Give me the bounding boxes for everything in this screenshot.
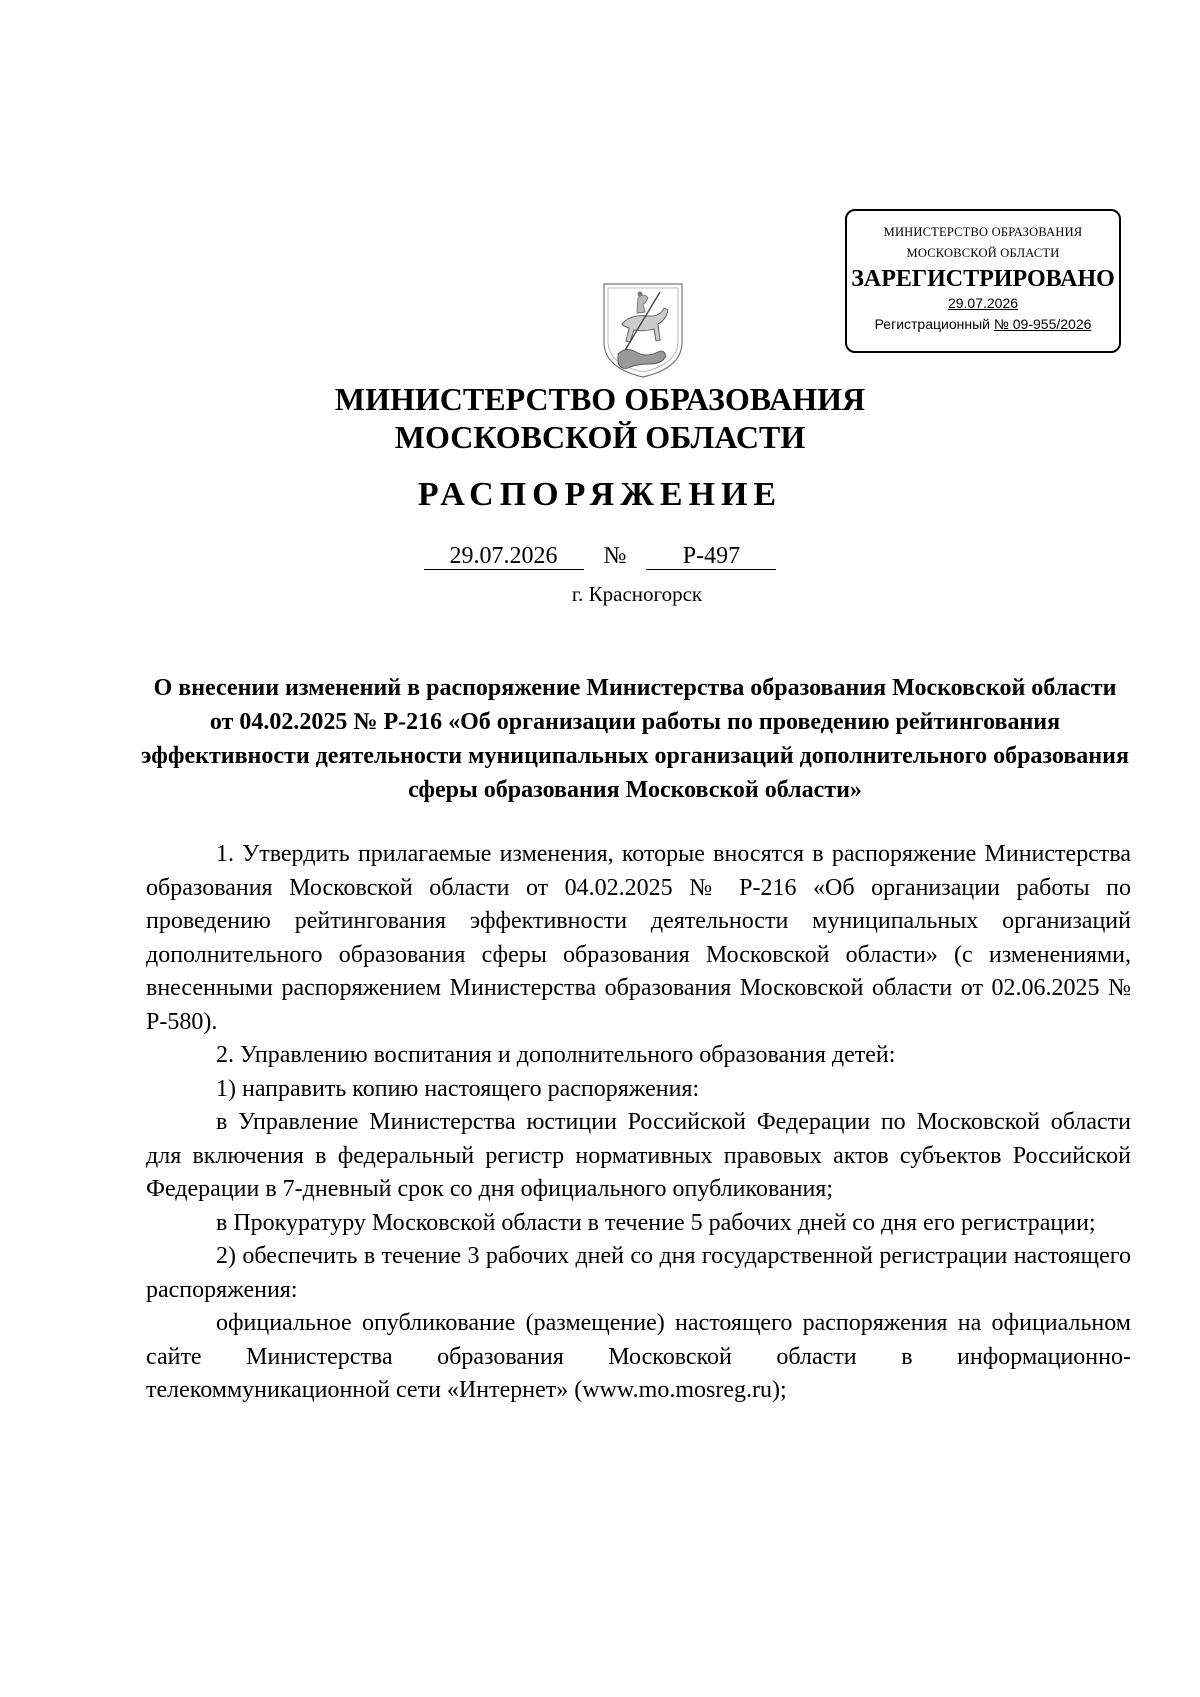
stamp-registration-number (847, 313, 1119, 335)
document-date-number (0, 541, 1200, 571)
paragraph: в Прокуратуру Московской области в течение 5 рабочих дней со дня его регистрации; (216, 1209, 1096, 1236)
stamp-organization-line2: МОСКОВСКОЙ ОБЛАСТИ (906, 246, 1060, 260)
paragraph: в Управление Министерства юстиции Российской Федерации по Московской области для включения в федеральный регистр нормативных правовых актов субъектов Российской Федерации в 7-дневный срок со дня официального опубликования; (146, 1109, 1131, 1202)
document-city: г. Красногорск (571, 582, 703, 606)
paragraph: 1) направить копию настоящего распоряжения: (216, 1075, 700, 1102)
document-number: Р-497 (646, 543, 776, 570)
paragraph: 2. Управлению воспитания и дополнительного образования детей: (216, 1042, 896, 1068)
registration-stamp (845, 209, 1121, 353)
paragraph: официальное опубликование (размещение) настоящего распоряжения на официальном сайте Министерства образования Московской области в информационно-телекоммуникационной сети «Интернет» (www.mo.mosreg.ru); (146, 1310, 1131, 1403)
ministry-name (0, 380, 1200, 456)
stamp-number-value: № 09-955/2026 (993, 316, 1092, 332)
document-body (146, 838, 1131, 1408)
ministry-name-line2: МОСКОВСКОЙ ОБЛАСТИ (394, 419, 806, 455)
stamp-number-label: Регистрационный (874, 316, 990, 332)
stamp-organization-line1: МИНИСТЕРСТВО ОБРАЗОВАНИЯ (883, 225, 1083, 239)
document-date: 29.07.2026 (424, 543, 584, 570)
stamp-status: ЗАРЕГИСТРИРОВАНО (851, 266, 1115, 292)
document-subject: О внесении изменений в распоряжение Министерства образования Московской области от 04.02.2025 № Р-216 «Об организации работы по проведению рейтингования эффективности деятельности муниципальных организаций дополнительного образования сферы образования Московской области» (141, 675, 1129, 803)
paragraph: 1. Утвердить прилагаемые изменения, которые вносятся в распоряжение Министерства образования Московской области от 04.02.2025 № Р-216 «Об организации работы по проведению рейтингования эффективности деятельности муниципальных организаций дополнительного образования сферы образования Московской области» (с изменениями, внесенными распоряжением Министерства образования Московской области от 02.06.2025 № Р-580). (146, 841, 1131, 1035)
coat-of-arms-icon (600, 280, 686, 380)
number-sign: № (603, 543, 627, 569)
stamp-organization (847, 221, 1119, 262)
stamp-date: 29.07.2026 (947, 295, 1019, 311)
paragraph: 2) обеспечить в течение 3 рабочих дней со дня государственной регистрации настоящего распоряжения: (146, 1243, 1131, 1303)
document-type: РАСПОРЯЖЕНИЕ (417, 476, 783, 513)
ministry-name-line1: МИНИСТЕРСТВО ОБРАЗОВАНИЯ (334, 381, 866, 417)
